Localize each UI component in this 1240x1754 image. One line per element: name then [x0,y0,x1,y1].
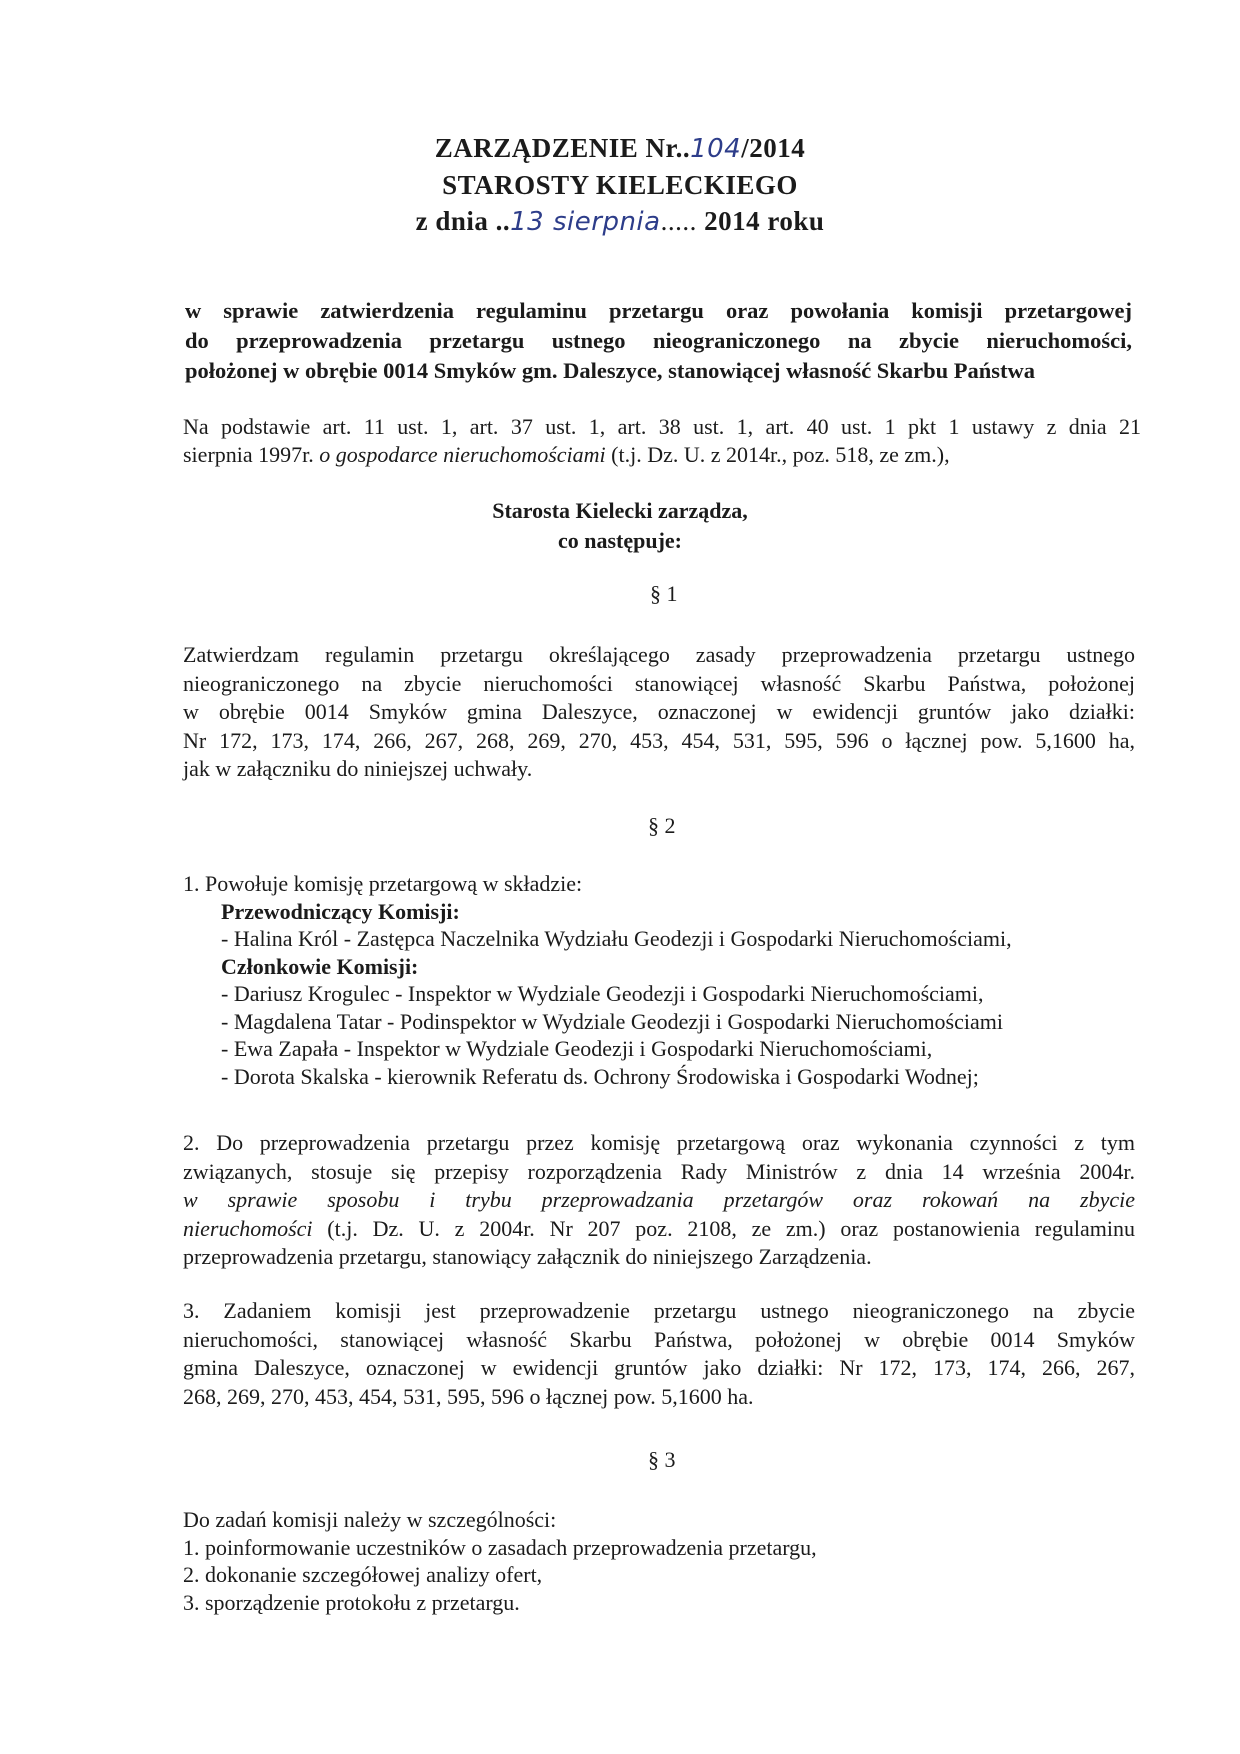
legal-basis-suffix: (t.j. Dz. U. z 2014r., poz. 518, ze zm.), [605,442,950,467]
commission-tasks [183,1506,1143,1616]
regulation-citation: (t.j. Dz. U. z 2004r. Nr 207 poz. 2108, ze zm.) oraz postanowienia regulaminu [312,1215,1135,1241]
handwritten-date: 13 sierpnia [510,207,661,237]
paragraph-line: przeprowadzenia przetargu, stanowiący załącznik do niniejszego Zarządzenia. [183,1244,872,1269]
section-1-paragraph [183,641,1135,784]
date-prefix: z dnia .. [415,206,511,236]
committee-intro: 1. Powołuje komisję przetargową w składzie: [183,871,583,896]
committee-member: - Magdalena Tatar - Podinspektor w Wydziale Geodezji i Gospodarki Nieruchomościami [221,1008,1003,1034]
regulation-title-end: nieruchomości [183,1215,313,1241]
subject-line: do przeprowadzenia przetargu ustnego nieograniczonego na zbycie nieruchomości, [185,328,1132,353]
document-date [0,206,1240,237]
paragraph-line: 2. Do przeprowadzenia przetargu przez komisję przetargową oraz wykonania czynności z tym [183,1130,1135,1155]
paragraph-line: nieruchomości, stanowiącej własność Skarbu Państwa, położonej w obrębie 0014 Smyków [183,1326,1135,1352]
regulation-title-line: w sprawie sposobu i trybu przeprowadzania przetargów oraz rokowań na zbycie [183,1187,1135,1212]
committee-list [183,870,1143,1090]
paragraph-line: Nr 172, 173, 174, 266, 267, 268, 269, 270, 453, 454, 531, 595, 596 o łącznej pow. 5,1600 ha, [183,727,1135,753]
legal-basis-line [183,441,1141,469]
paragraph-line: w obrębie 0014 Smyków gmina Daleszyce, oznaczonej w ewidencji gruntów jako działki: [183,699,1135,724]
section-2-item-3 [183,1297,1135,1411]
decree-line: Starosta Kielecki zarządza, [492,498,748,523]
tasks-intro: Do zadań komisji należy w szczególności: [183,1507,557,1532]
committee-member: - Dorota Skalska - kierownik Referatu ds. Ochrony Środowiska i Gospodarki Wodnej; [221,1063,979,1089]
subject-line: w sprawie zatwierdzenia regulaminu przetargu oraz powołania komisji przetargowej [185,298,1132,323]
decree-line: co następuje: [557,528,683,553]
section-mark-1: § 1 [650,581,678,606]
paragraph-line: związanych, stosuje się przepisy rozporządzenia Rady Ministrów z dnia 14 września 2004r. [183,1158,1135,1184]
document-title [0,133,1240,164]
handwritten-number: 104 [690,134,742,164]
subject-line: położonej w obrębie 0014 Smyków gm. Daleszyce, stanowiącej własność Skarbu Państwa [185,358,1035,383]
legal-act-title: o gospodarce nieruchomościami [319,442,606,467]
section-mark-2: § 2 [648,813,676,838]
document-subtitle: STAROSTY KIELECKIEGO [442,170,798,200]
paragraph-line: 3. Zadaniem komisji jest przeprowadzenie przetargu ustnego nieograniczonego na zbycie [183,1298,1135,1323]
legal-basis-line: Na podstawie art. 11 ust. 1, art. 37 ust. 1, art. 38 ust. 1, art. 40 ust. 1 pkt 1 ustawy z dnia 21 [183,414,1141,439]
section-2-item-2 [183,1129,1135,1272]
paragraph-line: nieograniczonego na zbycie nieruchomości stanowiącej własność Skarbu Państwa, położonej [183,670,1135,696]
date-dots: ..... [660,206,697,236]
date-suffix: 2014 roku [704,206,825,236]
title-suffix: /2014 [741,133,806,163]
paragraph-line: Zatwierdzam regulamin przetargu określającego zasady przeprowadzenia przetargu ustnego [183,642,1135,667]
paragraph-line [183,1215,1135,1244]
paragraph-line: 268, 269, 270, 453, 454, 531, 595, 596 o łącznej pow. 5,1600 ha. [183,1383,754,1409]
subject-block [185,296,1132,386]
task-item: 2. dokonanie szczegółowej analizy ofert, [183,1562,543,1587]
chair-heading: Przewodniczący Komisji: [221,898,460,924]
section-mark-3: § 3 [648,1447,676,1472]
committee-chair: - Halina Król - Zastępca Naczelnika Wydziału Geodezji i Gospodarki Nieruchomościami, [221,926,1012,951]
title-prefix: ZARZĄDZENIE Nr.. [434,133,691,163]
task-item: 1. poinformowanie uczestników o zasadach przeprowadzenia przetargu, [183,1534,817,1560]
task-item: 3. sporządzenie protokołu z przetargu. [183,1589,520,1615]
committee-member: - Ewa Zapała - Inspektor w Wydziale Geodezji i Gospodarki Nieruchomościami, [221,1036,933,1061]
legal-basis [183,413,1141,469]
paragraph-line: jak w załączniku do niniejszej uchwały. [183,756,533,781]
members-heading: Członkowie Komisji: [221,953,419,979]
legal-basis-prefix: sierpnia 1997r. [183,442,320,467]
committee-member: - Dariusz Krogulec - Inspektor w Wydziale Geodezji i Gospodarki Nieruchomościami, [221,981,984,1006]
paragraph-line: gmina Daleszyce, oznaczonej w ewidencji gruntów jako działki: Nr 172, 173, 174, 266, 267, [183,1355,1135,1380]
